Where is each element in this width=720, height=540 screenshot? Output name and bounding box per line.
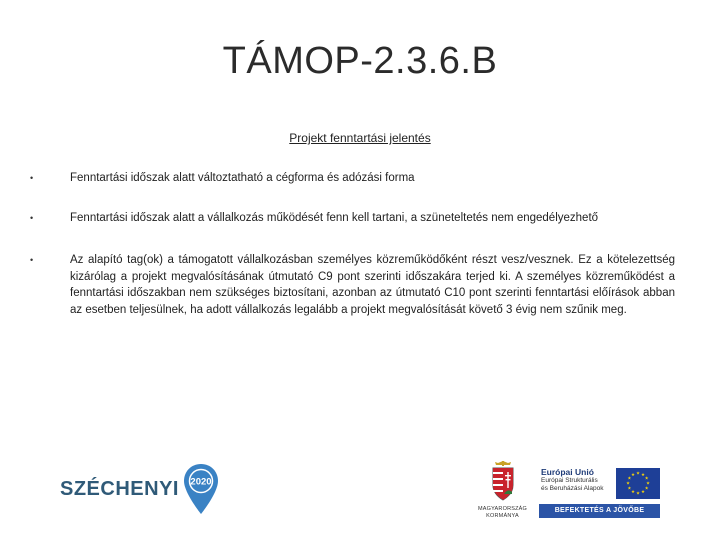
list-item: [30, 170, 675, 187]
eu-line1: Európai Strukturális: [541, 477, 598, 484]
eu-flag-icon: [616, 468, 660, 499]
svg-text:★: ★: [627, 476, 632, 482]
eu-funds-logo: [539, 466, 660, 518]
svg-text:★: ★: [645, 481, 651, 487]
svg-text:★: ★: [644, 486, 649, 492]
szechenyi-wordmark: SZÉCHENYI: [60, 477, 179, 500]
gov-caption-line1: MAGYARORSZÁG: [477, 506, 528, 512]
svg-text:★: ★: [635, 471, 641, 477]
list-item: [30, 210, 675, 227]
svg-text:★: ★: [630, 472, 636, 478]
eu-title: Európai Unió: [541, 467, 594, 477]
bullet-marker: •: [30, 213, 34, 223]
svg-text:★: ★: [640, 490, 646, 496]
svg-text:★: ★: [627, 486, 632, 492]
slide-subtitle: Projekt fenntartási jelentés: [289, 131, 431, 145]
eu-slogan-banner: BEFEKTETÉS A JÖVŐBE: [539, 504, 660, 518]
bullet-text: Fenntartási időszak alatt változtatható a cégforma és adózási forma: [70, 172, 415, 184]
list-item: [30, 252, 675, 318]
map-pin-icon: [183, 463, 219, 515]
gov-caption-line2: KORMÁNYA: [486, 513, 519, 519]
svg-text:★: ★: [630, 490, 636, 496]
bullet-marker: •: [30, 173, 34, 183]
eu-stars-icon: [616, 468, 660, 499]
bullet-text: Az alapító tag(ok) a támogatott vállalkozásban személyes közreműködőként részt vesz/vesznek. Ez a kötelezettség kizárólag a projekt megvalósításának útmutató C9 pont szerinti időszakára terjed ki. A személyes közreműködést a fenntartási időszakban nem szükséges biztosítani, azonban az útmutató C10 pont szerinti fenntartási előírások abban az esetben teljesülnek, ha adott vállalkozás legalább a projekt megvalósítását követő 3 évig nem szűnik meg.: [70, 254, 675, 316]
bullet-marker: •: [30, 255, 34, 265]
svg-text:★: ★: [635, 491, 641, 497]
svg-text:★: ★: [625, 481, 631, 487]
svg-text:★: ★: [644, 476, 649, 482]
svg-text:★: ★: [640, 472, 646, 478]
hungary-government-logo: [475, 461, 530, 520]
eu-text-block: [541, 467, 613, 493]
bullet-text: Fenntartási időszak alatt a vállalkozás működését fenn kell tartani, a szüneteltetés nem engedélyezhető: [70, 212, 599, 224]
coat-of-arms-icon: [490, 461, 516, 501]
badge-year: 2020: [190, 476, 212, 488]
szechenyi-2020-logo: [60, 463, 219, 515]
eu-line2: és Beruházási Alapok: [541, 485, 604, 492]
slide-title: TÁMOP-2.3.6.B: [222, 40, 498, 82]
